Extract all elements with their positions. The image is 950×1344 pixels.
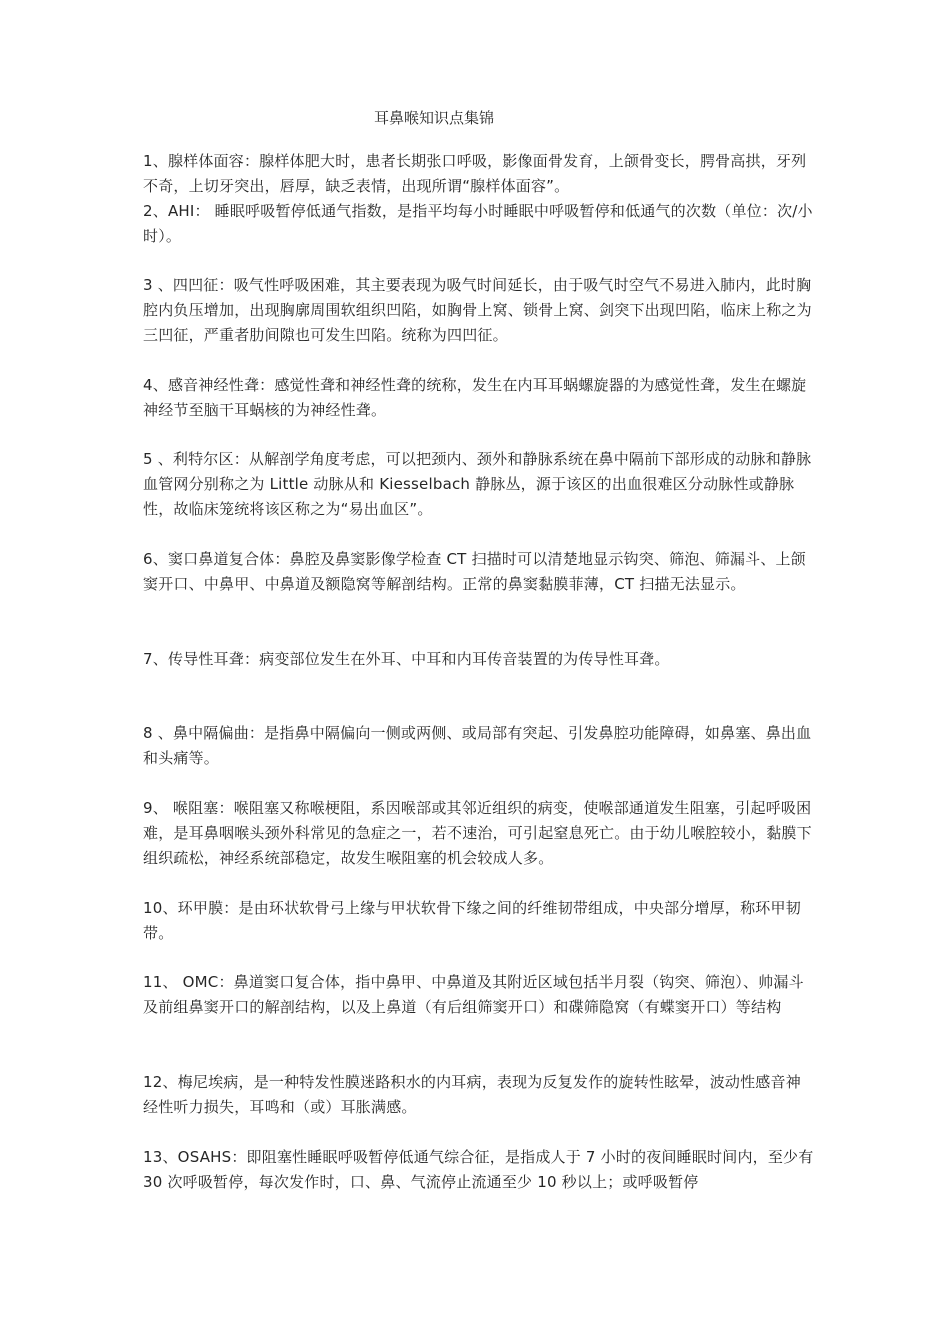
entry-ostiomeatal-complex: 6、窦口鼻道复合体：鼻腔及鼻窦影像学检查 CT 扫描时可以清楚地显示钩突、筛泡、筛漏斗、上颌窦开口、中鼻甲、中鼻道及额隐窝等解剖结构。正常的鼻窦黏膜菲薄，CT 扫描无法显示。 (143, 550, 806, 593)
entry-septal-deviation: 8 、鼻中隔偏曲：是指鼻中隔偏向一侧或两侧、或局部有突起、引发鼻腔功能障碍，如鼻塞、鼻出血和头痛等。 (143, 724, 812, 767)
entry-conductive-deafness: 7、传导性耳聋：病变部位发生在外耳、中耳和内耳传音装置的为传导性耳聋。 (143, 650, 670, 668)
entry-four-depression-sign: 3 、四凹征：吸气性呼吸困难，其主要表现为吸气时间延长，由于吸气时空气不易进入肺内，此时胸腔内负压增加，出现胸廓周围软组织凹陷，如胸骨上窝、锁骨上窝、剑突下出现凹陷，临床上称之为三凹征，严重者肋间隙也可发生凹陷。统称为四凹征。 (143, 276, 812, 344)
entry-cricothyroid-membrane: 10、环甲膜：是由环状软骨弓上缘与甲状软骨下缘之间的纤维韧带组成，中央部分增厚，称环甲韧带。 (143, 899, 801, 942)
entry-osahs: 13、OSAHS：即阻塞性睡眠呼吸暂停低通气综合征，是指成人于 7 小时的夜间睡眠时间内，至少有 30 次呼吸暂停，每次发作时，口、鼻、气流停止流通至少 10 秒以上；或呼吸暂停 (143, 1148, 814, 1191)
entry-menieres-disease: 12、梅尼埃病，是一种特发性膜迷路积水的内耳病，表现为反复发作的旋转性眩晕，波动性感音神经性听力损失，耳鸣和（或）耳胀满感。 (143, 1073, 801, 1116)
entry-adenoid-face: 1、腺样体面容：腺样体肥大时，患者长期张口呼吸，影像面骨发育，上颌骨变长，腭骨高拱，牙列不奇，上切牙突出，唇厚，缺乏表情，出现所谓“腺样体面容”。 (143, 152, 807, 195)
entry-sensorineural-deafness: 4、感音神经性聋：感觉性聋和神经性聋的统称，发生在内耳耳蜗螺旋器的为感觉性聋，发生在螺旋神经节至脑干耳蜗核的为神经性聋。 (143, 376, 807, 419)
entry-laryngeal-obstruction: 9、 喉阻塞：喉阻塞又称喉梗阻，系因喉部或其邻近组织的病变，使喉部通道发生阻塞，引起呼吸困难，是耳鼻咽喉头颈外科常见的急症之一，若不速治，可引起窒息死亡。由于幼儿喉腔较小，黏膜下组织疏松，神经系统部稳定，故发生喉阻塞的机会较成人多。 (143, 799, 812, 867)
document-title: 耳鼻喉知识点集锦 (373, 109, 494, 127)
entry-omc: 11、 OMC：鼻道窦口复合体，指中鼻甲、中鼻道及其附近区域包括半月裂（钩突、筛泡）、帅漏斗及前组鼻窦开口的解剖结构，以及上鼻道（有后组筛窦开口）和碟筛隐窝（有蝶窦开口）等结构 (143, 973, 804, 1016)
entry-littles-area: 5 、利特尔区：从解剖学角度考虑，可以把颈内、颈外和静脉系统在鼻中隔前下部形成的动脉和静脉血管网分别称之为 Little 动脉从和 Kiesselbach 静脉丛，源于该区的出血很难区分动脉性或静脉性，故临床笼统将该区称之为“易出血区”。 (143, 450, 812, 518)
entry-ahi: 2、AHI： 睡眠呼吸暂停低通气指数，是指平均每小时睡眠中呼吸暂停和低通气的次数（单位：次/小时）。 (143, 202, 813, 245)
